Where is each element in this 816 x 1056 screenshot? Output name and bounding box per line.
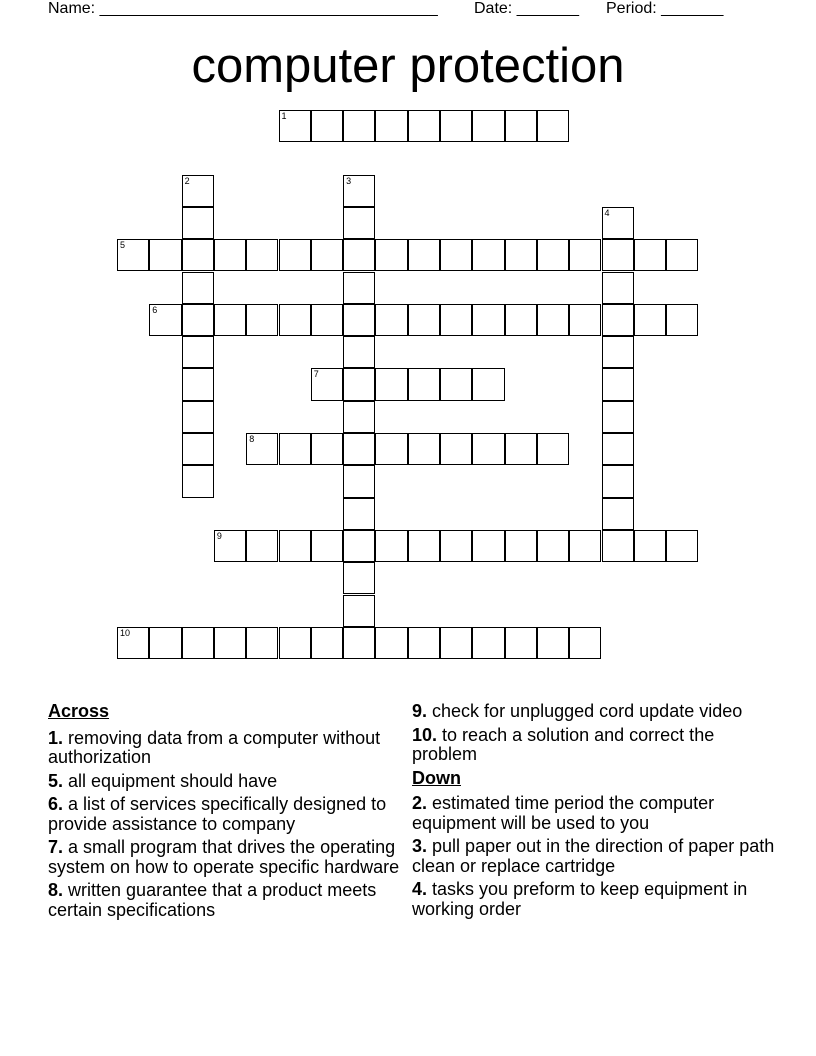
crossword-cell[interactable] <box>375 368 407 400</box>
crossword-cell[interactable] <box>279 304 311 336</box>
crossword-cell[interactable] <box>343 304 375 336</box>
crossword-cell[interactable] <box>537 239 569 271</box>
clue-number: 4. <box>412 879 428 899</box>
crossword-cell[interactable] <box>182 433 214 465</box>
crossword-cell[interactable] <box>182 175 214 207</box>
crossword-cell[interactable] <box>343 368 375 400</box>
crossword-cell[interactable] <box>343 110 375 142</box>
clue-across-5 <box>48 772 403 792</box>
crossword-cell[interactable] <box>343 239 375 271</box>
clue-text: written guarantee that a product meets certain specifications <box>48 880 377 920</box>
across-heading: Across <box>48 701 110 721</box>
crossword-cell[interactable] <box>375 110 407 142</box>
crossword-cell[interactable] <box>343 272 375 304</box>
clues-left-column <box>48 702 403 924</box>
crossword-cell[interactable] <box>472 110 504 142</box>
clue-text: to reach a solution and correct the problem <box>412 724 715 764</box>
crossword-cell[interactable] <box>375 433 407 465</box>
crossword-cell[interactable] <box>182 401 214 433</box>
clue-text: removing data from a computer without authorization <box>48 727 381 767</box>
date-field-label: Date: _______ <box>474 0 579 17</box>
crossword-cell[interactable] <box>602 433 634 465</box>
clue-number: 3. <box>412 836 428 856</box>
clue-number: 7. <box>48 837 64 857</box>
crossword-cell[interactable] <box>440 368 472 400</box>
crossword-cell[interactable] <box>505 530 537 562</box>
cell-number: 1 <box>281 111 287 121</box>
crossword-cell[interactable] <box>343 627 375 659</box>
clues-right-column <box>412 702 782 923</box>
clue-text: tasks you preform to keep equipment in working order <box>412 879 748 919</box>
crossword-cell[interactable] <box>602 336 634 368</box>
crossword-cell[interactable] <box>408 627 440 659</box>
crossword-cell[interactable] <box>505 239 537 271</box>
crossword-cell[interactable] <box>182 368 214 400</box>
crossword-cell[interactable] <box>472 627 504 659</box>
period-field-label: Period: _______ <box>606 0 724 17</box>
crossword-cell[interactable] <box>505 304 537 336</box>
crossword-cell[interactable] <box>634 530 666 562</box>
crossword-cell[interactable] <box>602 465 634 497</box>
crossword-cell[interactable] <box>602 207 634 239</box>
crossword-cell[interactable] <box>569 239 601 271</box>
crossword-cell[interactable] <box>375 304 407 336</box>
crossword-cell[interactable] <box>505 627 537 659</box>
crossword-cell[interactable] <box>602 272 634 304</box>
cell-number: 5 <box>120 240 126 251</box>
crossword-cell[interactable] <box>279 110 311 142</box>
crossword-cell[interactable] <box>472 433 504 465</box>
crossword-cell[interactable] <box>375 627 407 659</box>
crossword-cell[interactable] <box>343 336 375 368</box>
crossword-cell[interactable] <box>472 530 504 562</box>
clue-across-9 <box>412 702 782 722</box>
clue-down-2 <box>412 794 782 833</box>
crossword-cell[interactable] <box>182 304 214 336</box>
cell-number: 10 <box>120 627 131 638</box>
crossword-cell[interactable] <box>343 433 375 465</box>
crossword-cell[interactable] <box>537 433 569 465</box>
crossword-cell[interactable] <box>440 304 472 336</box>
crossword-cell[interactable] <box>602 530 634 562</box>
crossword-cell[interactable] <box>537 110 569 142</box>
crossword-cell[interactable] <box>117 239 149 271</box>
crossword-cell[interactable] <box>569 627 601 659</box>
crossword-cell[interactable] <box>149 304 181 336</box>
crossword-cell[interactable] <box>666 239 698 271</box>
crossword-cell[interactable] <box>343 175 375 207</box>
crossword-cell[interactable] <box>246 239 278 271</box>
crossword-cell[interactable] <box>214 304 246 336</box>
crossword-cell[interactable] <box>182 336 214 368</box>
crossword-cell[interactable] <box>246 433 278 465</box>
crossword-cell[interactable] <box>311 368 343 400</box>
crossword-cell[interactable] <box>311 110 343 142</box>
crossword-cell[interactable] <box>408 110 440 142</box>
crossword-cell[interactable] <box>634 239 666 271</box>
crossword-cell[interactable] <box>214 530 246 562</box>
crossword-cell[interactable] <box>537 627 569 659</box>
crossword-cell[interactable] <box>505 433 537 465</box>
crossword-cell[interactable] <box>343 465 375 497</box>
crossword-cell[interactable] <box>149 239 181 271</box>
crossword-cell[interactable] <box>311 433 343 465</box>
crossword-cell[interactable] <box>408 368 440 400</box>
clue-across-6 <box>48 795 403 834</box>
clue-across-7 <box>48 838 403 877</box>
crossword-cell[interactable] <box>602 304 634 336</box>
crossword-cell[interactable] <box>634 304 666 336</box>
cell-number: 9 <box>216 530 222 541</box>
crossword-cell[interactable] <box>311 239 343 271</box>
crossword-cell[interactable] <box>246 304 278 336</box>
crossword-cell[interactable] <box>182 465 214 497</box>
crossword-cell[interactable] <box>279 239 311 271</box>
crossword-cell[interactable] <box>279 627 311 659</box>
clue-number: 10. <box>412 724 438 745</box>
page-title: computer protection <box>191 39 625 93</box>
crossword-cell[interactable] <box>440 627 472 659</box>
crossword-cell[interactable] <box>537 304 569 336</box>
clue-down-4 <box>412 880 782 919</box>
crossword-cell[interactable] <box>375 239 407 271</box>
crossword-cell[interactable] <box>343 498 375 530</box>
crossword-cell[interactable] <box>472 304 504 336</box>
clue-text: a list of services specifically designed to provide assistance to company <box>48 794 387 834</box>
crossword-cell[interactable] <box>311 530 343 562</box>
clue-text: estimated time period the computer equipment will be used to you <box>412 793 715 833</box>
clue-number: 5. <box>48 770 64 791</box>
crossword-cell[interactable] <box>311 627 343 659</box>
crossword-cell[interactable] <box>246 530 278 562</box>
crossword-cell[interactable] <box>214 239 246 271</box>
crossword-cell[interactable] <box>311 304 343 336</box>
crossword-cell[interactable] <box>602 401 634 433</box>
crossword-cell[interactable] <box>246 627 278 659</box>
crossword-cell[interactable] <box>440 239 472 271</box>
crossword-cell[interactable] <box>408 530 440 562</box>
crossword-cell[interactable] <box>602 239 634 271</box>
cell-number: 7 <box>313 369 319 380</box>
clue-across-1 <box>48 729 403 768</box>
clue-number: 8. <box>48 880 64 900</box>
crossword-cell[interactable] <box>214 627 246 659</box>
crossword-cell[interactable] <box>440 433 472 465</box>
clue-number: 9. <box>412 701 428 721</box>
crossword-cell[interactable] <box>343 562 375 594</box>
crossword-cell[interactable] <box>408 433 440 465</box>
clue-across-10 <box>412 726 782 765</box>
clue-text: pull paper out in the direction of paper path clean or replace cartridge <box>412 836 775 876</box>
crossword-cell[interactable] <box>666 304 698 336</box>
crossword-cell[interactable] <box>440 110 472 142</box>
crossword-cell[interactable] <box>537 530 569 562</box>
cell-number: 8 <box>249 434 255 444</box>
crossword-cell[interactable] <box>343 595 375 627</box>
crossword-cell[interactable] <box>149 627 181 659</box>
crossword-cell[interactable] <box>440 530 472 562</box>
crossword-cell[interactable] <box>602 368 634 400</box>
clue-text: all equipment should have <box>68 770 278 791</box>
clue-number: 1. <box>48 727 64 748</box>
clue-text: check for unplugged cord update video <box>432 701 743 721</box>
crossword-cell[interactable] <box>343 401 375 433</box>
clue-number: 2. <box>412 793 428 813</box>
cell-number: 4 <box>604 207 610 218</box>
clue-down-3 <box>412 837 782 876</box>
clue-across-8 <box>48 881 403 920</box>
crossword-cell[interactable] <box>505 110 537 142</box>
clue-number: 6. <box>48 794 64 814</box>
crossword-cell[interactable] <box>569 530 601 562</box>
crossword-cell[interactable] <box>343 530 375 562</box>
crossword-cell[interactable] <box>472 368 504 400</box>
crossword-cell[interactable] <box>182 627 214 659</box>
crossword-cell[interactable] <box>666 530 698 562</box>
crossword-cell[interactable] <box>182 272 214 304</box>
crossword-cell[interactable] <box>375 530 407 562</box>
crossword-cell[interactable] <box>279 530 311 562</box>
cell-number: 6 <box>152 304 158 315</box>
clue-text: a small program that drives the operating system on how to operate specific hardware <box>48 837 400 877</box>
crossword-cell[interactable] <box>117 627 149 659</box>
crossword-cell[interactable] <box>602 498 634 530</box>
down-heading: Down <box>412 767 461 788</box>
name-field-label: Name: ______________________________________ <box>48 0 438 17</box>
crossword-cell[interactable] <box>343 207 375 239</box>
crossword-cell[interactable] <box>182 207 214 239</box>
crossword-cell[interactable] <box>408 239 440 271</box>
crossword-cell[interactable] <box>408 304 440 336</box>
crossword-cell[interactable] <box>182 239 214 271</box>
cell-number: 3 <box>346 175 352 186</box>
cell-number: 2 <box>184 175 190 186</box>
crossword-cell[interactable] <box>472 239 504 271</box>
crossword-cell[interactable] <box>569 304 601 336</box>
crossword-cell[interactable] <box>279 433 311 465</box>
